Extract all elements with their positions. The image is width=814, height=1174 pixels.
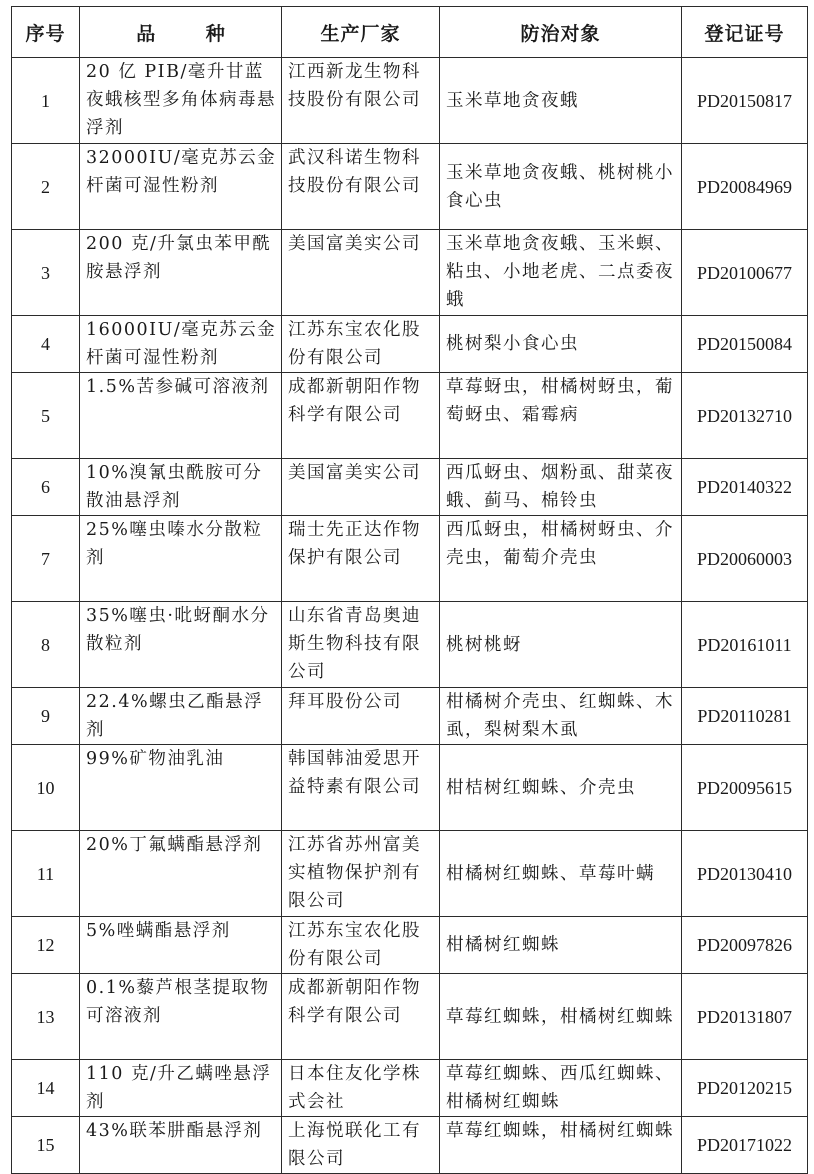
cell-target: 柑橘树介壳虫、红蜘蛛、木虱，梨树梨木虱 — [440, 688, 682, 745]
cell-index: 11 — [12, 831, 80, 917]
cell-target: 桃树桃蚜 — [440, 602, 682, 688]
cell-index: 12 — [12, 917, 80, 974]
table-row — [12, 602, 808, 688]
table-row — [12, 688, 808, 745]
table-row — [12, 459, 808, 516]
pesticide-registration-document — [11, 6, 808, 1174]
header-row — [12, 7, 808, 58]
cell-product: 35%噻虫·吡蚜酮水分散粒剂 — [80, 602, 282, 688]
cell-manufacturer: 江西新龙生物科技股份有限公司 — [282, 58, 440, 144]
cell-registration: PD20060003 — [682, 516, 808, 602]
cell-manufacturer: 上海悦联化工有限公司 — [282, 1117, 440, 1174]
table-row — [12, 516, 808, 602]
pesticide-registration-table — [11, 6, 808, 1174]
cell-registration: PD20150817 — [682, 58, 808, 144]
cell-target: 西瓜蚜虫，柑橘树蚜虫、介壳虫，葡萄介壳虫 — [440, 516, 682, 602]
header-registration: 登记证号 — [682, 7, 808, 58]
cell-index: 14 — [12, 1060, 80, 1117]
table-row — [12, 316, 808, 373]
cell-target: 玉米草地贪夜蛾、桃树桃小食心虫 — [440, 144, 682, 230]
cell-registration: PD20095615 — [682, 745, 808, 831]
cell-product: 20 亿 PIB/毫升甘蓝夜蛾核型多角体病毒悬浮剂 — [80, 58, 282, 144]
cell-target: 草莓红蜘蛛，柑橘树红蜘蛛 — [440, 1117, 682, 1174]
cell-index: 15 — [12, 1117, 80, 1174]
cell-product: 20%丁氟螨酯悬浮剂 — [80, 831, 282, 917]
cell-index: 4 — [12, 316, 80, 373]
table-row — [12, 58, 808, 144]
cell-registration: PD20100677 — [682, 230, 808, 316]
cell-registration: PD20097826 — [682, 917, 808, 974]
table-row — [12, 831, 808, 917]
cell-product: 99%矿物油乳油 — [80, 745, 282, 831]
cell-product: 22.4%螺虫乙酯悬浮剂 — [80, 688, 282, 745]
cell-product: 25%噻虫嗪水分散粒剂 — [80, 516, 282, 602]
cell-manufacturer: 山东省青岛奥迪斯生物科技有限公司 — [282, 602, 440, 688]
cell-manufacturer: 江苏省苏州富美实植物保护剂有限公司 — [282, 831, 440, 917]
cell-index: 1 — [12, 58, 80, 144]
table-row — [12, 974, 808, 1060]
table-header — [12, 7, 808, 58]
cell-registration: PD20150084 — [682, 316, 808, 373]
cell-target: 草莓红蜘蛛、西瓜红蜘蛛、柑橘树红蜘蛛 — [440, 1060, 682, 1117]
cell-target: 桃树梨小食心虫 — [440, 316, 682, 373]
cell-manufacturer: 日本住友化学株式会社 — [282, 1060, 440, 1117]
header-product: 品 种 — [80, 7, 282, 58]
cell-index: 8 — [12, 602, 80, 688]
cell-product: 0.1%藜芦根茎提取物可溶液剂 — [80, 974, 282, 1060]
cell-target: 柑桔树红蜘蛛、介壳虫 — [440, 745, 682, 831]
cell-registration: PD20140322 — [682, 459, 808, 516]
cell-registration: PD20084969 — [682, 144, 808, 230]
cell-target: 玉米草地贪夜蛾 — [440, 58, 682, 144]
cell-product: 32000IU/毫克苏云金杆菌可湿性粉剂 — [80, 144, 282, 230]
cell-manufacturer: 江苏东宝农化股份有限公司 — [282, 316, 440, 373]
table-row — [12, 745, 808, 831]
cell-product: 1.5%苦参碱可溶液剂 — [80, 373, 282, 459]
header-target: 防治对象 — [440, 7, 682, 58]
cell-product: 10%溴氰虫酰胺可分散油悬浮剂 — [80, 459, 282, 516]
cell-manufacturer: 韩国韩油爱思开益特素有限公司 — [282, 745, 440, 831]
cell-index: 10 — [12, 745, 80, 831]
cell-target: 草莓红蜘蛛，柑橘树红蜘蛛 — [440, 974, 682, 1060]
table-row — [12, 230, 808, 316]
cell-manufacturer: 成都新朝阳作物科学有限公司 — [282, 974, 440, 1060]
cell-product: 16000IU/毫克苏云金杆菌可湿性粉剂 — [80, 316, 282, 373]
cell-registration: PD20110281 — [682, 688, 808, 745]
cell-target: 草莓蚜虫，柑橘树蚜虫，葡萄蚜虫、霜霉病 — [440, 373, 682, 459]
cell-product: 5%唑螨酯悬浮剂 — [80, 917, 282, 974]
cell-product: 43%联苯肼酯悬浮剂 — [80, 1117, 282, 1174]
cell-index: 13 — [12, 974, 80, 1060]
cell-index: 5 — [12, 373, 80, 459]
cell-target: 西瓜蚜虫、烟粉虱、甜菜夜蛾、蓟马、棉铃虫 — [440, 459, 682, 516]
cell-registration: PD20120215 — [682, 1060, 808, 1117]
table-row — [12, 373, 808, 459]
cell-manufacturer: 美国富美实公司 — [282, 230, 440, 316]
cell-registration: PD20132710 — [682, 373, 808, 459]
cell-target: 柑橘树红蜘蛛 — [440, 917, 682, 974]
table-row — [12, 917, 808, 974]
cell-index: 7 — [12, 516, 80, 602]
cell-index: 2 — [12, 144, 80, 230]
cell-manufacturer: 拜耳股份公司 — [282, 688, 440, 745]
cell-target: 玉米草地贪夜蛾、玉米螟、粘虫、小地老虎、二点委夜蛾 — [440, 230, 682, 316]
cell-registration: PD20161011 — [682, 602, 808, 688]
table-body — [12, 58, 808, 1174]
header-manufacturer: 生产厂家 — [282, 7, 440, 58]
cell-product: 110 克/升乙螨唑悬浮剂 — [80, 1060, 282, 1117]
cell-product: 200 克/升氯虫苯甲酰胺悬浮剂 — [80, 230, 282, 316]
cell-manufacturer: 江苏东宝农化股份有限公司 — [282, 917, 440, 974]
cell-index: 6 — [12, 459, 80, 516]
cell-index: 9 — [12, 688, 80, 745]
table-row — [12, 1117, 808, 1174]
table-row — [12, 1060, 808, 1117]
cell-target: 柑橘树红蜘蛛、草莓叶螨 — [440, 831, 682, 917]
cell-manufacturer: 武汉科诺生物科技股份有限公司 — [282, 144, 440, 230]
cell-manufacturer: 美国富美实公司 — [282, 459, 440, 516]
header-index: 序号 — [12, 7, 80, 58]
cell-registration: PD20171022 — [682, 1117, 808, 1174]
cell-manufacturer: 成都新朝阳作物科学有限公司 — [282, 373, 440, 459]
table-row — [12, 144, 808, 230]
cell-registration: PD20131807 — [682, 974, 808, 1060]
cell-manufacturer: 瑞士先正达作物保护有限公司 — [282, 516, 440, 602]
cell-index: 3 — [12, 230, 80, 316]
cell-registration: PD20130410 — [682, 831, 808, 917]
